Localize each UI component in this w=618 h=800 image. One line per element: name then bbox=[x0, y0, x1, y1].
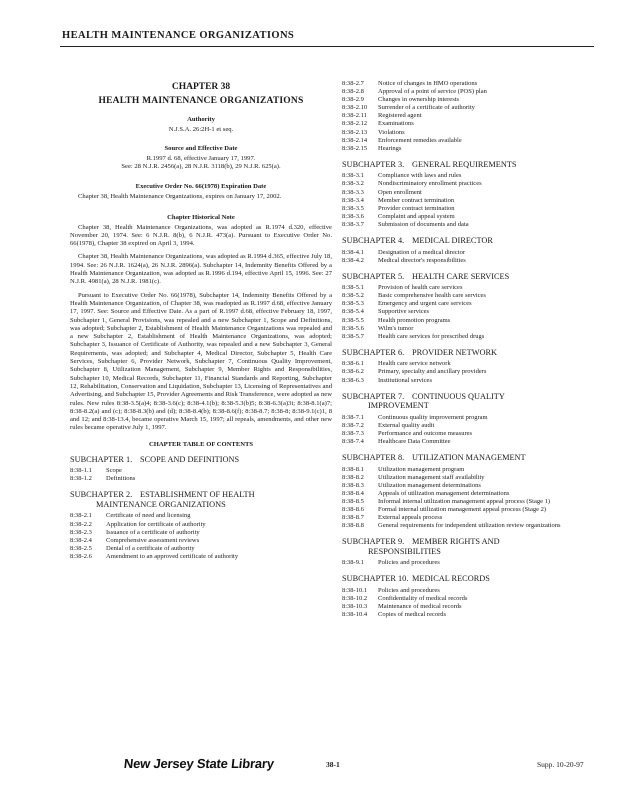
toc-item: 8:38-2.4 Comprehensive assessment reviews bbox=[70, 536, 200, 544]
subchapter-1-heading bbox=[70, 455, 332, 465]
toc-item: 8:38-8.4 Appeals of utilization management determinations bbox=[342, 489, 510, 497]
toc-item: 8:38-3.5 Provider contract termination bbox=[342, 204, 455, 212]
chapter-title: HEALTH MAINTENANCE ORGANIZATIONS bbox=[98, 96, 304, 106]
toc-item: 8:38-10.4 Copies of medical records bbox=[342, 611, 447, 619]
subchapter-2-list bbox=[70, 512, 332, 561]
toc-item: 8:38-3.4 Member contract termination bbox=[342, 196, 455, 204]
exec-order-heading: Executive Order No. 66(1978) Expiration Date bbox=[135, 183, 267, 191]
toc-item: 8:38-2.9 Changes in ownership interests bbox=[342, 96, 460, 104]
running-header: HEALTH MAINTENANCE ORGANIZATIONS bbox=[62, 30, 295, 41]
history-heading: Chapter Historical Note bbox=[167, 213, 235, 221]
subchapter-5-heading: SUBCHAPTER 5. HEALTH CARE SERVICES bbox=[342, 271, 510, 281]
toc-item: 8:38-3.1 Compliance with laws and rules bbox=[342, 172, 462, 180]
toc-item: 8:38-7.2 External quality audit bbox=[342, 421, 435, 429]
toc-item: 8:38-2.12 Examinations bbox=[342, 120, 414, 128]
toc-item: 8:38-3.2 Nondiscriminatory enrollment practices bbox=[342, 180, 482, 188]
toc-item: 8:38-2.5 Denial of a certificate of authority bbox=[70, 544, 195, 552]
subchapter-2-heading: SUBCHAPTER 2. ESTABLISHMENT OF HEALTH MAINTENANCE ORGANIZATIONS bbox=[70, 490, 255, 509]
toc-item: 8:38-2.8 Approval of a point of service (POS) plan bbox=[342, 88, 487, 96]
history-paragraph-2: Chapter 38, Health Maintenance Organizations, was adopted as R.1994 d.365, effective July 18, 1994. See: 26 N.J.R. 1624(a), 26 N.J.R. 2896(a). Subchapter 14, Indemnity Benefits Offered by a Health Maintenance Organization, was adopted as R.1996 d.194, effective April 15, 1996. See: 27 N.J.R. 4981(a), 28 N.J.R. 1981(c). bbox=[70, 253, 332, 286]
toc-item: 8:38-2.10 Surrender of a certificate of authority bbox=[342, 104, 475, 112]
supplement-date: Supp. 10-20-97 bbox=[537, 760, 584, 769]
toc-item: 8:38-6.3 Institutional services bbox=[342, 376, 432, 384]
toc-item: 8:38-5.3 Emergency and urgent care services bbox=[342, 300, 472, 308]
subchapter-3-heading: SUBCHAPTER 3. GENERAL REQUIREMENTS bbox=[342, 159, 517, 169]
toc-item: 8:38-7.4 Healthcare Data Committee bbox=[342, 437, 451, 445]
toc-item: 8:38-2.2 Application for certificate of authority bbox=[70, 520, 206, 528]
library-stamp: New Jersey State Library bbox=[123, 756, 275, 771]
source-heading: Source and Effective Date bbox=[164, 145, 238, 152]
source-see: See: 28 N.J.R. 2456(a), 28 N.J.R. 3118(b), 29 N.J.R. 625(a). bbox=[121, 163, 281, 170]
subchapter-label: SUBCHAPTER 1. bbox=[70, 454, 133, 464]
toc-item: 8:38-2.6 Amendment to an approved certificate of authority bbox=[70, 552, 239, 560]
exec-order-text: Chapter 38, Health Maintenance Organizations, expires on January 17, 2002. bbox=[78, 193, 282, 201]
source-text: R.1997 d. 68, effective January 17, 1997. bbox=[146, 155, 256, 162]
header-rule bbox=[60, 46, 594, 47]
toc-item: 8:38-2.14 Enforcement remedies available bbox=[342, 136, 462, 144]
toc-item: 8:38-2.1 Certificate of need and licensing bbox=[70, 512, 191, 520]
subchapter-9-heading: SUBCHAPTER 9. MEMBER RIGHTS AND RESPONSIBILITIES bbox=[342, 537, 500, 556]
subchapter-2-continued-list bbox=[342, 80, 598, 153]
subchapter-1-list bbox=[70, 467, 332, 483]
left-column bbox=[70, 80, 332, 563]
toc-item: 8:38-8.6 Formal internal utilization management appeal process (Stage 2) bbox=[342, 505, 547, 513]
toc-item: 8:38-1.2 Definitions bbox=[70, 475, 136, 483]
toc-item: 8:38-7.3 Performance and outcome measures bbox=[342, 429, 473, 437]
toc-heading: CHAPTER TABLE OF CONTENTS bbox=[148, 440, 254, 448]
subchapter-6-list bbox=[342, 360, 598, 384]
subchapter-5-list bbox=[342, 284, 598, 341]
subchapter-7-heading: SUBCHAPTER 7. CONTINUOUS QUALITY IMPROVEMENT bbox=[342, 391, 505, 411]
toc-item: 8:38-5.4 Supportive services bbox=[342, 308, 430, 316]
right-column bbox=[342, 80, 598, 621]
subchapter-7-list bbox=[342, 414, 598, 446]
toc-item: 8:38-5.5 Health promotion programs bbox=[342, 316, 451, 324]
toc-item: 8:38-4.2 Medical director's responsibilities bbox=[342, 256, 466, 264]
toc-item: 8:38-2.11 Registered agent bbox=[342, 112, 422, 120]
subchapter-4-list bbox=[342, 249, 598, 265]
toc-item: 8:38-10.1 Policies and procedures bbox=[342, 586, 440, 594]
authority-text: N.J.S.A. 26:2H-1 et seq. bbox=[168, 126, 234, 133]
toc-item: 8:38-8.2 Utilization management staff availability bbox=[342, 473, 485, 481]
toc-item: 8:38-2.13 Violations bbox=[342, 128, 405, 136]
toc-item: 8:38-9.1 Policies and procedures bbox=[342, 559, 440, 567]
toc-item: 8:38-6.1 Health care service network bbox=[342, 360, 451, 368]
chapter-label: CHAPTER 38 bbox=[171, 82, 231, 92]
toc-item: 8:38-7.1 Continuous quality improvement program bbox=[342, 413, 488, 421]
toc-item: 8:38-3.3 Open enrollment bbox=[342, 188, 422, 196]
toc-item: 8:38-4.1 Designation of a medical director bbox=[342, 248, 465, 256]
subchapter-10-heading: SUBCHAPTER 10. MEDICAL RECORDS bbox=[342, 574, 490, 584]
subchapter-8-heading: SUBCHAPTER 8. UTILIZATION MANAGEMENT bbox=[342, 453, 526, 462]
toc-item: 8:38-8.5 Informal internal utilization management appeal process (Stage 1) bbox=[342, 497, 551, 505]
toc-item: 8:38-10.2 Confidentiality of medical records bbox=[342, 594, 468, 602]
toc-item: 8:38-6.2 Primary, specialty and ancillary providers bbox=[342, 368, 487, 376]
subchapter-10-list bbox=[342, 587, 598, 619]
toc-item: 8:38-3.7 Submission of documents and data bbox=[342, 220, 469, 228]
toc-item: 8:38-3.6 Complaint and appeal system bbox=[342, 212, 455, 220]
history-paragraph-3: Pursuant to Executive Order No. 66(1978), Subchapter 14, Indemnity Benefits Offered by a Health Maintenance Organization, of Chapter 38, was readopted as R.1997 d.68, effective January 17, 1997. See: Source and Effective Date. As a part of R.1997 d.68, effective February 18, 1997, Subchapter 1, General Provisions, was repealed and a new Subchapter 1, Scope and Definitions, was adopted; Subchapter 2, Establishment of Health Maintenance Organizations was repealed and a new Subchapter 2, Establishment of Health Maintenance Organizations, was adopted; Subchapter 3, Issuance of Certificate of Authority, was repealed and a new Subchapter 3, General Requirements, was adopted; and Subchapter 4, Medical Director, Subchapter 5, Health Care Services, Subchapter 6, Provider Network, Subchapter 7, Continuous Quality Improvement, Subchapter 8, Utilization Management, Subchapter 9, Member Rights and Responsibilities, Subchapter 10, Medical Records, Subchapter 11, Financial Standards and Reporting, Subchapter 12, Rehabilitation, Conservation and Liquidation, Subchapter 13, Licensing of Representatives and Advertising, and Subchapter 15, Provider Agreements and Risk Transference, were adopted as new rules. New rules 8:38-3.5(a)4; 8:38-3.6(c); 8:38-4.1(b); 8:38-5.3(b)5; 8:38-6.3(a)3i; 8:38-8.1(a)7; 8:38-8.2(a) and (c); 8:38-8.3(b) and (d); 8:38-8.4(b); 8:38-8.6(f); 8:38-8.7; 8:38-8; 8:38-9.1(c)1, 8 and 12; and 8:38-13.4, became operative March 15, 1997; all repeals, amendments, and other new rules became operative July 1, 1997. bbox=[70, 291, 332, 432]
toc-item: 8:38-2.3 Issuance of a certificate of authority bbox=[70, 528, 200, 536]
toc-item: 8:38-2.15 Hearings bbox=[342, 144, 402, 152]
subchapter-title: SCOPE AND DEFINITIONS bbox=[140, 454, 240, 464]
toc-item: 8:38-2.7 Notice of changes in HMO operations bbox=[342, 80, 478, 87]
toc-item: 8:38-5.2 Basic comprehensive health care services bbox=[342, 292, 486, 300]
toc-item: 8:38-8.8 General requirements for independent utilization review organizations bbox=[342, 522, 561, 530]
subchapter-8-list bbox=[342, 466, 598, 531]
toc-item: 8:38-5.7 Health care services for prescribed drugs bbox=[342, 332, 485, 340]
toc-item: 8:38-8.7 External appeals process bbox=[342, 514, 443, 522]
authority-heading: Authority bbox=[187, 116, 215, 123]
subchapter-3-list bbox=[342, 172, 598, 229]
toc-item: 8:38-1.1 Scope bbox=[70, 467, 122, 475]
toc-item: 8:38-8.3 Utilization management determinations bbox=[342, 481, 481, 489]
subchapter-6-heading: SUBCHAPTER 6. PROVIDER NETWORK bbox=[342, 347, 498, 357]
toc-item: 8:38-10.3 Maintenance of medical records bbox=[342, 603, 462, 611]
toc-item: 8:38-5.1 Provision of health care services bbox=[342, 284, 463, 292]
history-paragraph-1: Chapter 38, Health Maintenance Organizations, was adopted as R.1974 d.320, effective November 20, 1974. See: 6 N.J.R. 8(b), 6 N.J.R. 473(a). Pursuant to Executive Order No. 66(1978), Chapter 38 expired on April 3, 1994. bbox=[70, 223, 332, 248]
toc-item: 8:38-8.1 Utilization management program bbox=[342, 465, 465, 473]
subchapter-4-heading: SUBCHAPTER 4. MEDICAL DIRECTOR bbox=[342, 236, 493, 245]
toc-item: 8:38-5.6 Wilm's tumor bbox=[342, 324, 414, 332]
page-number: 38-1 bbox=[326, 760, 340, 769]
subchapter-9-list bbox=[342, 559, 598, 567]
